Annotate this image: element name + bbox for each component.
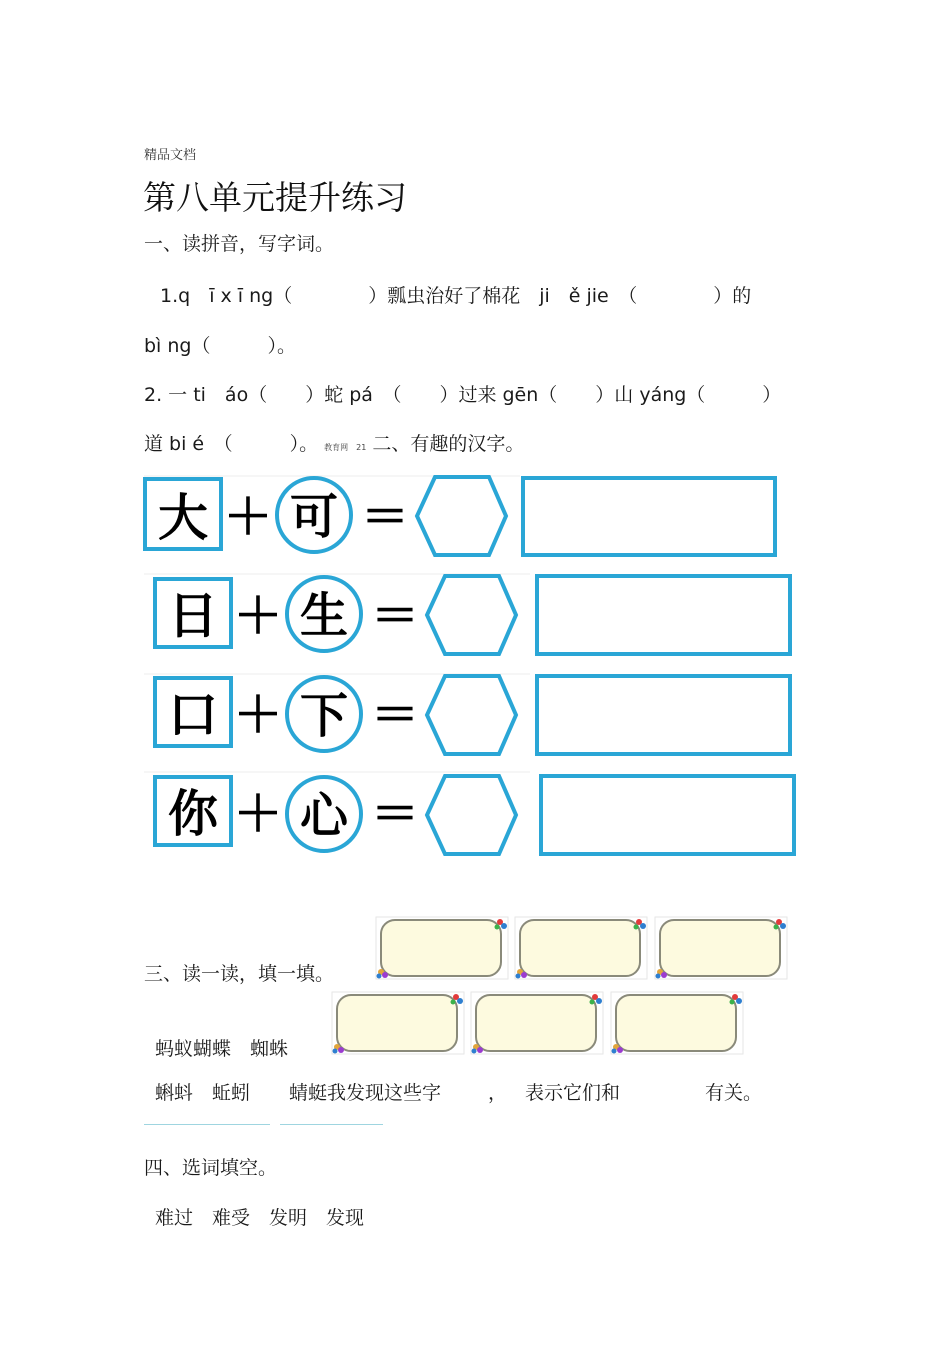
blank-line [280,1124,383,1125]
right-char: 生 [299,588,349,644]
answer-box [537,676,790,754]
left-char: 大 [158,489,208,547]
words-line-1: 蚂蚁蝴蝶 蜘蛛 [155,1038,289,1060]
equals-sign: ＝ [370,588,420,644]
word-card [655,917,787,979]
answer-hexagon [427,776,516,854]
answer-box [537,576,790,654]
words-line-2d: 有关。 [705,1082,763,1104]
word-card [332,992,464,1054]
card-row-2 [332,992,743,1054]
word-card [471,992,603,1054]
left-char: 你 [168,785,218,843]
answer-box [523,478,775,555]
pinyin-line-3: 2. 一 ti áo（ ）蛇 pá （ ）过来 gēn（ ）山 yáng（ ） [144,384,782,406]
equation-row-1 [144,476,775,555]
equals-sign: ＝ [360,489,410,545]
left-char: 口 [168,686,218,744]
equation-row-2 [144,574,790,654]
equation-row-3 [144,674,790,754]
section2-heading: 二、有趣的汉字。 [372,433,525,455]
words-line-2-comma: ， [488,1082,508,1104]
word-card [611,992,743,1054]
plus-sign: ＋ [233,786,283,842]
small-watermark: 教育网 21 [324,443,367,452]
watermark-text: 精品文档 [144,148,197,163]
right-char: 可 [289,489,339,545]
plus-sign: ＋ [233,588,283,644]
card-row-1 [376,917,787,979]
word-card [376,917,508,979]
section1-heading: 一、读拼音，写字词。 [144,233,335,255]
word-choices: 难过 难受 发明 发现 [155,1207,365,1229]
plus-sign: ＋ [233,687,283,743]
word-card [515,917,647,979]
left-char: 日 [168,587,218,645]
words-line-2b: 蜻蜓我发现这些字 [289,1082,442,1104]
page-title: 第八单元提升练习 [143,178,407,217]
plus-sign: ＋ [223,489,273,545]
answer-hexagon [417,477,506,555]
pinyin-line-1: 1.q ī x ī ng（ ）瓢虫治好了棉花 ji ě jie （ ）的 [160,285,752,307]
blank-line [144,1124,270,1125]
answer-hexagon [427,576,516,654]
section3-heading: 三、读一读，填一填。 [144,963,335,985]
right-char: 心 [299,788,349,844]
equals-sign: ＝ [370,786,420,842]
section4-heading: 四、选词填空。 [144,1157,278,1179]
words-line-2c: 表示它们和 [525,1082,621,1104]
answer-hexagon [427,676,516,754]
pinyin-line-2: bì ng（ ）。 [144,335,296,357]
right-char: 下 [299,688,349,744]
equals-sign: ＝ [370,687,420,743]
pinyin-line-4-text: 道 bi é （ ）。 [144,433,319,455]
words-line-2a: 蝌蚪 蚯蚓 [155,1082,251,1104]
answer-box [541,776,794,854]
equation-row-4 [144,772,794,854]
